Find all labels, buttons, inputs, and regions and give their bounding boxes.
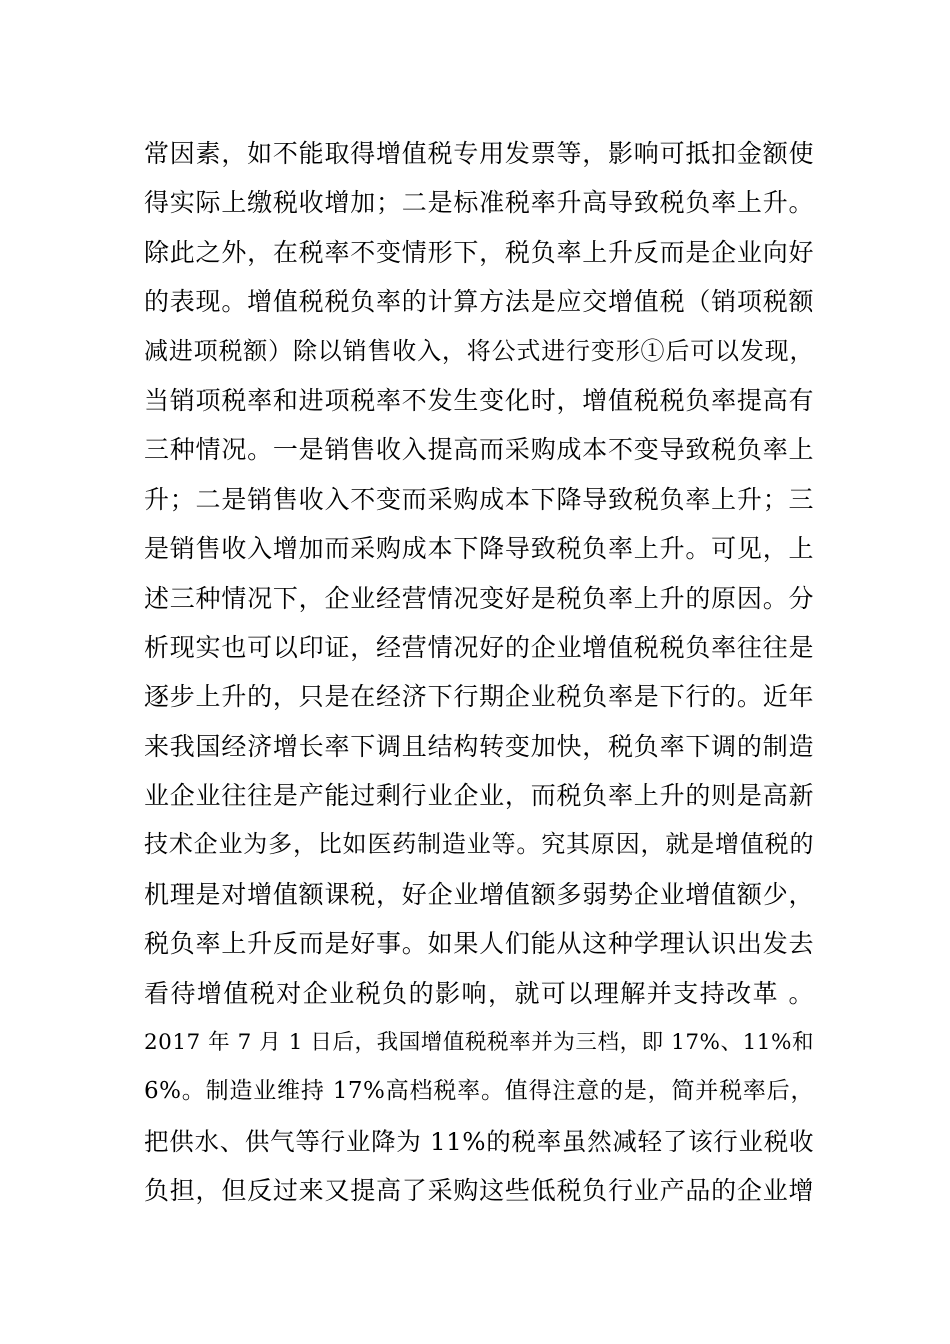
text-line: 业企业往往是产能过剩行业企业，而税负率上升的则是高新: [144, 781, 814, 811]
text-line: 当销项税率和进项税率不发生变化时，增值税税负率提高有: [144, 385, 814, 415]
text-line: 税负率上升反而是好事。如果人们能从这种学理认识出发去: [144, 929, 814, 959]
text-line: 是销售收入增加而采购成本下降导致税负率上升。可见，上: [144, 534, 814, 564]
text-line: 析现实也可以印证，经营情况好的企业增值税税负率往往是: [144, 632, 814, 662]
text-line: 来我国经济增长率下调且结构转变加快，税负率下调的制造: [144, 731, 814, 761]
text-line: 看待增值税对企业税负的影响，就可以理解并支持改革 。: [144, 978, 814, 1008]
text-line: 减进项税额）除以销售收入，将公式进行变形①后可以发现，: [144, 336, 814, 365]
text-line: 2017 年 7 月 1 日后，我国增值税税率并为三档，即 17%、11%和: [144, 1030, 814, 1056]
body-text: [144, 129, 814, 1216]
text-line: 三种情况。一是销售收入提高而采购成本不变导致税负率上: [144, 435, 814, 465]
text-line: 6%。制造业维持 17%高档税率。值得注意的是，简并税率后，: [144, 1078, 814, 1105]
text-line: 除此之外，在税率不变情形下，税负率上升反而是企业向好: [144, 237, 814, 267]
text-line: 得实际上缴税收增加；二是标准税率升高导致税负率上升。: [144, 188, 814, 218]
text-line: 升；二是销售收入不变而采购成本下降导致税负率上升；三: [144, 484, 814, 514]
text-line: 的表现。增值税税负率的计算方法是应交增值税（销项税额: [144, 287, 814, 317]
text-line: 述三种情况下，企业经营情况变好是税负率上升的原因。分: [144, 583, 814, 613]
text-line: 把供水、供气等行业降为 11%的税率虽然减轻了该行业税收: [144, 1126, 814, 1156]
text-line: 技术企业为多，比如医药制造业等。究其原因，就是增值税的: [144, 830, 814, 859]
text-line: 负担，但反过来又提高了采购这些低税负行业产品的企业增: [144, 1176, 814, 1206]
text-line: 逐步上升的，只是在经济下行期企业税负率是下行的。近年: [144, 682, 814, 712]
text-line: 常因素，如不能取得增值税专用发票等，影响可抵扣金额使: [144, 139, 814, 168]
text-line: 机理是对增值额课税，好企业增值额多弱势企业增值额少，: [144, 879, 814, 909]
